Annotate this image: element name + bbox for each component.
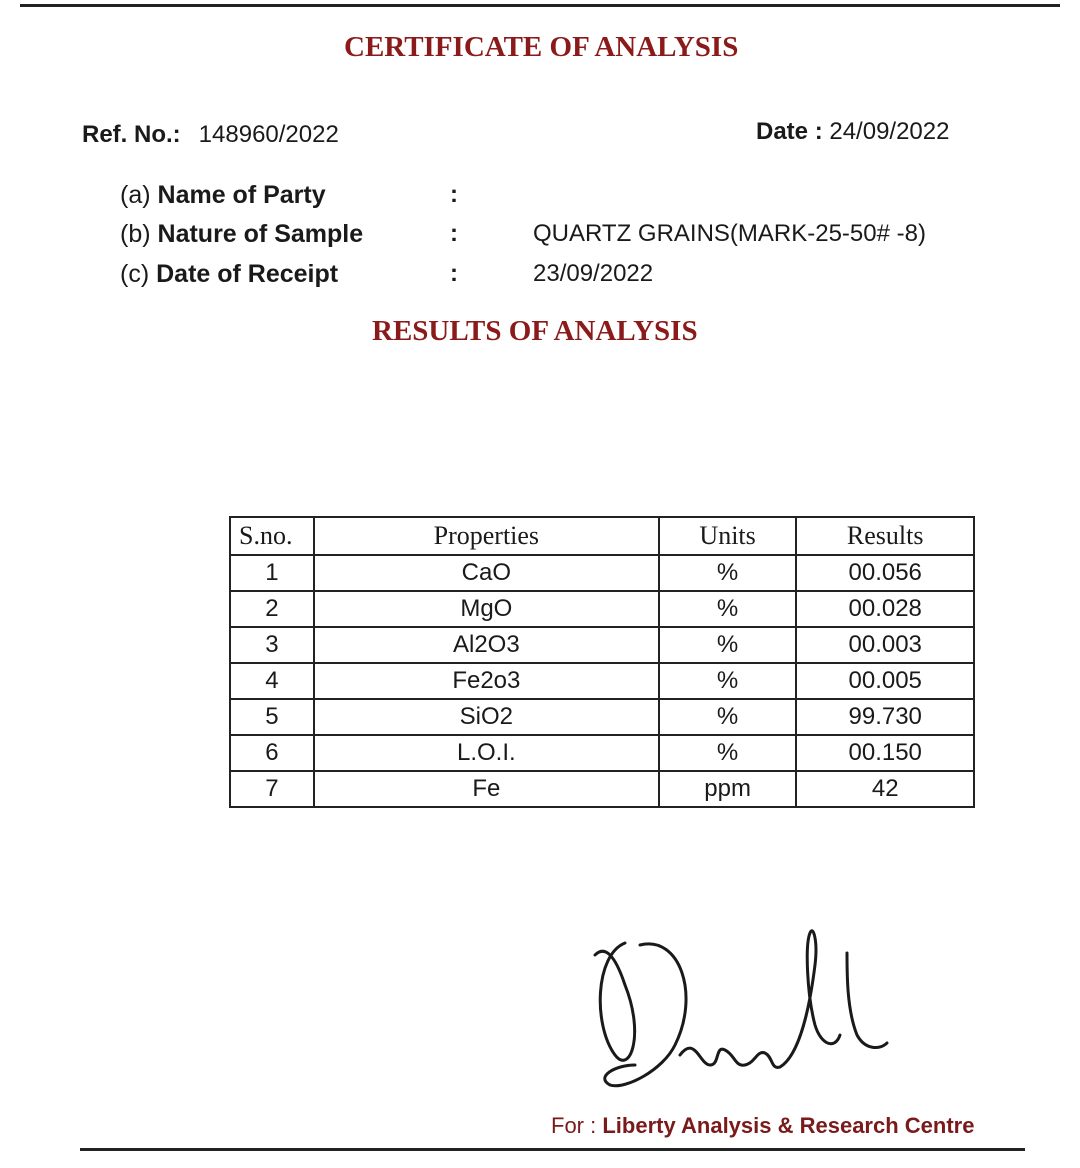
cell-unit: % [659,591,797,627]
cell-property: Fe [314,771,659,807]
table-row [230,771,974,807]
reference-number [82,121,339,149]
table-row [230,627,974,663]
cell-sno: 3 [230,627,314,663]
footer-organization [551,1113,974,1139]
field-label-text: Nature of Sample [157,220,364,248]
table-header-row [230,517,974,555]
table-row [230,591,974,627]
table-row [230,699,974,735]
table-row [230,555,974,591]
date-value: 24/09/2022 [829,118,950,145]
field-prefix: (b) [120,220,151,248]
field-prefix: (c) [120,260,150,288]
organization-name: Liberty Analysis & Research Centre [602,1113,975,1138]
header-units: Units [659,517,797,555]
cell-property: CaO [314,555,659,591]
field-label-sample [120,220,363,249]
ref-label: Ref. No.: [82,121,181,148]
cell-sno: 7 [230,771,314,807]
header-properties: Properties [314,517,659,555]
cell-unit: % [659,735,797,771]
table-row [230,735,974,771]
cell-property: MgO [314,591,659,627]
cell-unit: % [659,555,797,591]
field-label-text: Name of Party [157,181,326,209]
cell-result: 00.003 [796,627,974,663]
cell-sno: 1 [230,555,314,591]
field-label-text: Date of Receipt [156,260,339,288]
table-row [230,663,974,699]
results-table [229,516,975,808]
header-results: Results [796,517,974,555]
issue-date [756,118,949,146]
cell-result: 99.730 [796,699,974,735]
cell-sno: 6 [230,735,314,771]
cell-sno: 4 [230,663,314,699]
cell-property: Fe2o3 [314,663,659,699]
header-sno: S.no. [230,517,314,555]
cell-property: SiO2 [314,699,659,735]
results-title: RESULTS OF ANALYSIS [372,315,698,347]
field-colon: : [450,220,458,247]
cell-unit: % [659,663,797,699]
handwritten-signature [585,915,895,1095]
field-value-sample: QUARTZ GRAINS(MARK-25-50# -8) [533,220,926,247]
field-prefix: (a) [120,181,151,209]
cell-result: 00.005 [796,663,974,699]
cell-property: Al2O3 [314,627,659,663]
cell-unit: ppm [659,771,797,807]
field-colon: : [450,260,458,287]
cell-property: L.O.I. [314,735,659,771]
cell-sno: 5 [230,699,314,735]
field-value-receipt: 23/09/2022 [533,260,654,287]
field-label-party [120,181,326,210]
field-colon: : [450,181,458,208]
field-label-receipt [120,260,338,289]
footer-for-label: For : [551,1113,597,1138]
ref-value: 148960/2022 [198,121,339,148]
cell-unit: % [659,627,797,663]
bottom-divider [80,1148,1025,1151]
cell-result: 00.056 [796,555,974,591]
top-divider [20,4,1060,7]
cell-result: 00.028 [796,591,974,627]
cell-sno: 2 [230,591,314,627]
cell-result: 00.150 [796,735,974,771]
cell-result: 42 [796,771,974,807]
cell-unit: % [659,699,797,735]
date-label: Date : [756,118,823,145]
document-title: CERTIFICATE OF ANALYSIS [344,31,739,63]
